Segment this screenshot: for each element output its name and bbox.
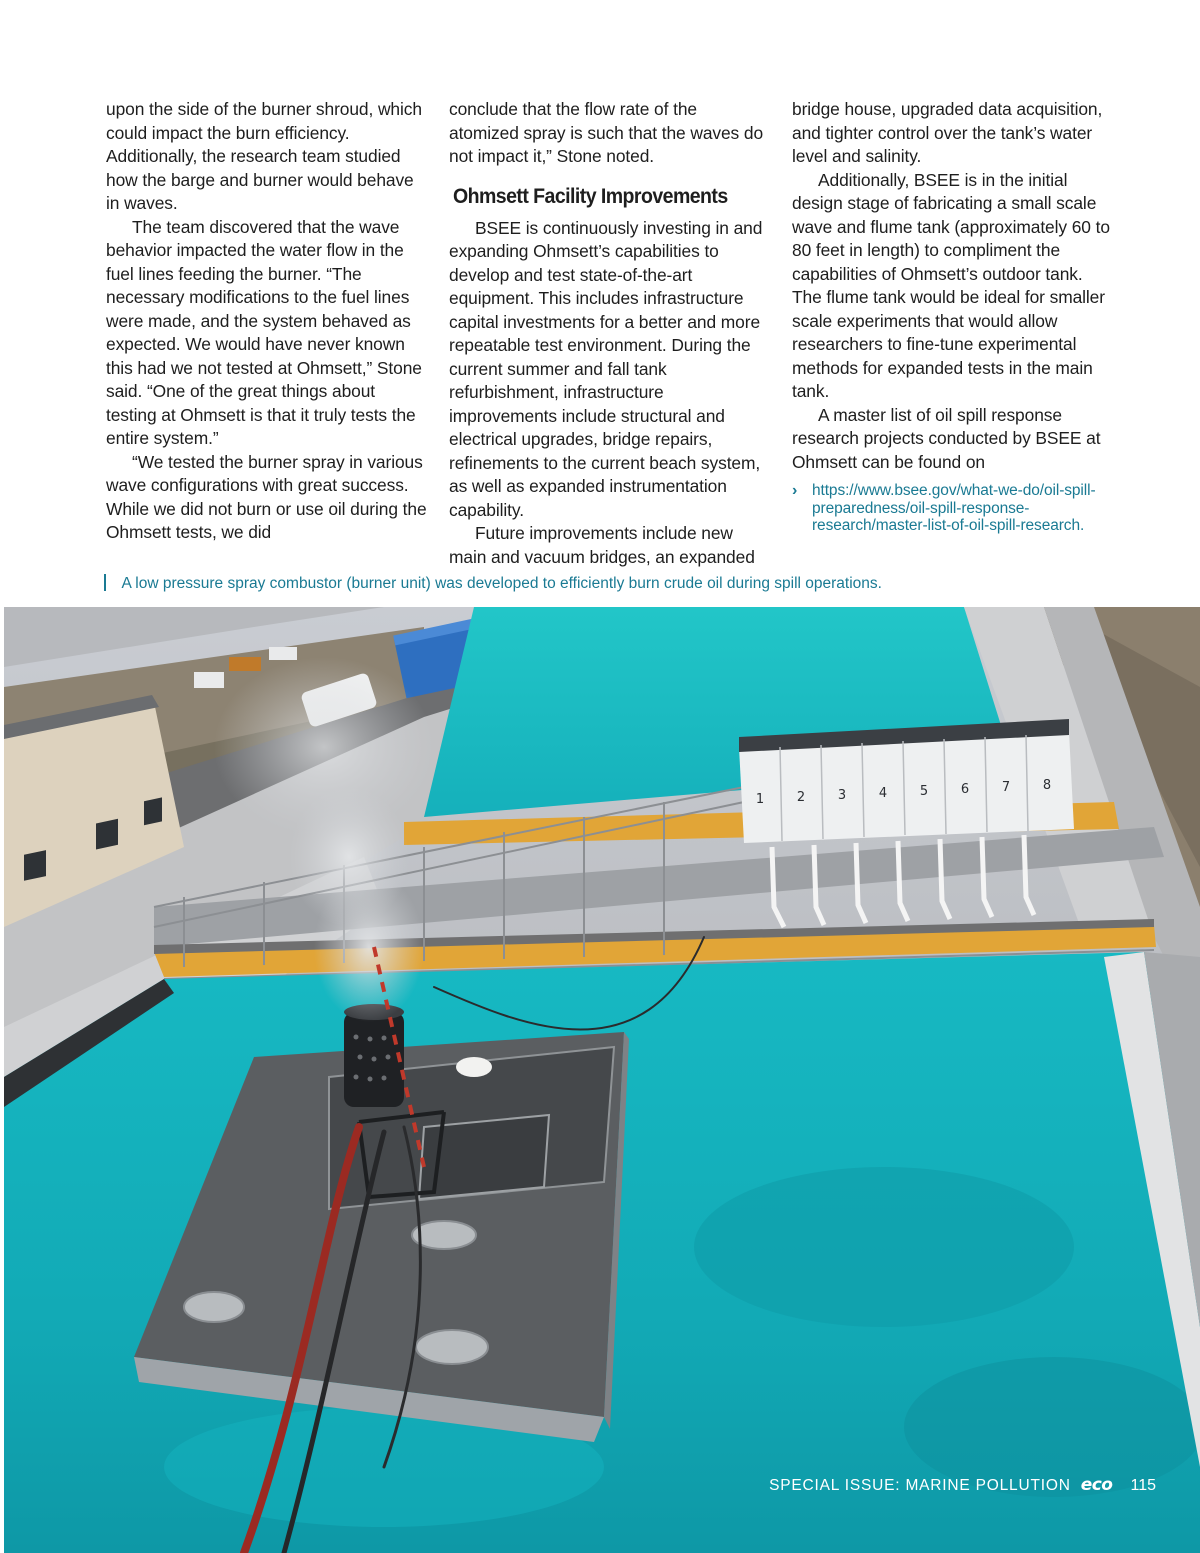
tank-number: 5 [919, 784, 929, 799]
tank-number: 6 [960, 782, 970, 797]
tank-number: 1 [755, 792, 765, 807]
tank-number: 4 [878, 786, 888, 801]
tank-number: 2 [796, 790, 806, 805]
burner-barge-photo [4, 607, 1200, 1553]
page-footer [769, 1475, 1156, 1495]
caption-text: A low pressure spray combustor (burner unit) was developed to efficiently burn crude oil during spill operations. [121, 575, 882, 592]
photo-caption [104, 574, 882, 594]
tank-number: 7 [1001, 780, 1011, 795]
issue-title: SPECIAL ISSUE: MARINE POLLUTION [769, 1477, 1071, 1494]
research-list-link[interactable]: https://www.bsee.gov/what-we-do/oil-spill-preparedness/oil-spill-response-research/master-list-of-oil-spill-research. [812, 482, 1096, 534]
page-number: 115 [1130, 1477, 1156, 1494]
paragraph: BSEE is continuously investing in and expanding Ohmsett’s capabilities to develop and test state-of-the-art equipment. This includes infrastructure capital investments for a better and more repeatable test environment. During the current summer and fall tank refurbishment, infrastructure improvements include structural and electrical upgrades, bridge repairs, refinements to the current beach system, as well as expanded instrumentation capability. [449, 217, 763, 520]
paragraph: Future improvements include new main and vacuum bridges, an expanded [449, 523, 755, 567]
brand-logo: eco [1080, 1475, 1113, 1495]
section-heading: Ohmsett Facility Improvements [453, 184, 728, 208]
article-column-3 [792, 98, 1114, 535]
paragraph: upon the side of the burner shroud, which could impact the burn efficiency. Additionally, the research team studied how the barge and burner would behave in waves. [106, 99, 422, 213]
article-column-1 [106, 98, 428, 545]
article-column-2 [449, 98, 771, 569]
tank-number: 3 [837, 788, 847, 803]
paragraph: conclude that the flow rate of the atomized spray is such that the waves do not impact it,” Stone noted. [449, 99, 764, 166]
paragraph: A master list of oil spill response research projects conducted by BSEE at Ohmsett can be found on [792, 404, 1101, 472]
chevron-right-icon: › [792, 482, 798, 499]
paragraph: “We tested the burner spray in various wave configurations with great success. While we did not burn or use oil during the Ohmsett tests, we did [106, 451, 427, 542]
paragraph: bridge house, upgraded data acquisition, and tighter control over the tank’s water level and salinity. [792, 99, 1103, 166]
paragraph: Additionally, BSEE is in the initial design stage of fabricating a small scale wave and flume tank (approximately 60 to 80 feet in length) to compliment the capabilities of Ohmsett’s outdoor tank. The flume tank would be ideal for smaller scale experiments that would allow researchers to fine-tune experimental methods for expanded tests in the main tank. [792, 169, 1110, 401]
caption-bar [104, 574, 106, 591]
paragraph: The team discovered that the wave behavior impacted the water flow in the fuel lines feeding the burner. “The necessary modifications to the fuel lines were made, and the system behaved as expected. We would have never known this had we not tested at Ohmsett,” Stone said. “One of the great things about testing at Ohmsett is that it truly tests the entire system.” [106, 216, 422, 448]
research-list-link-row[interactable] [792, 482, 1114, 535]
tank-number: 8 [1042, 778, 1052, 793]
